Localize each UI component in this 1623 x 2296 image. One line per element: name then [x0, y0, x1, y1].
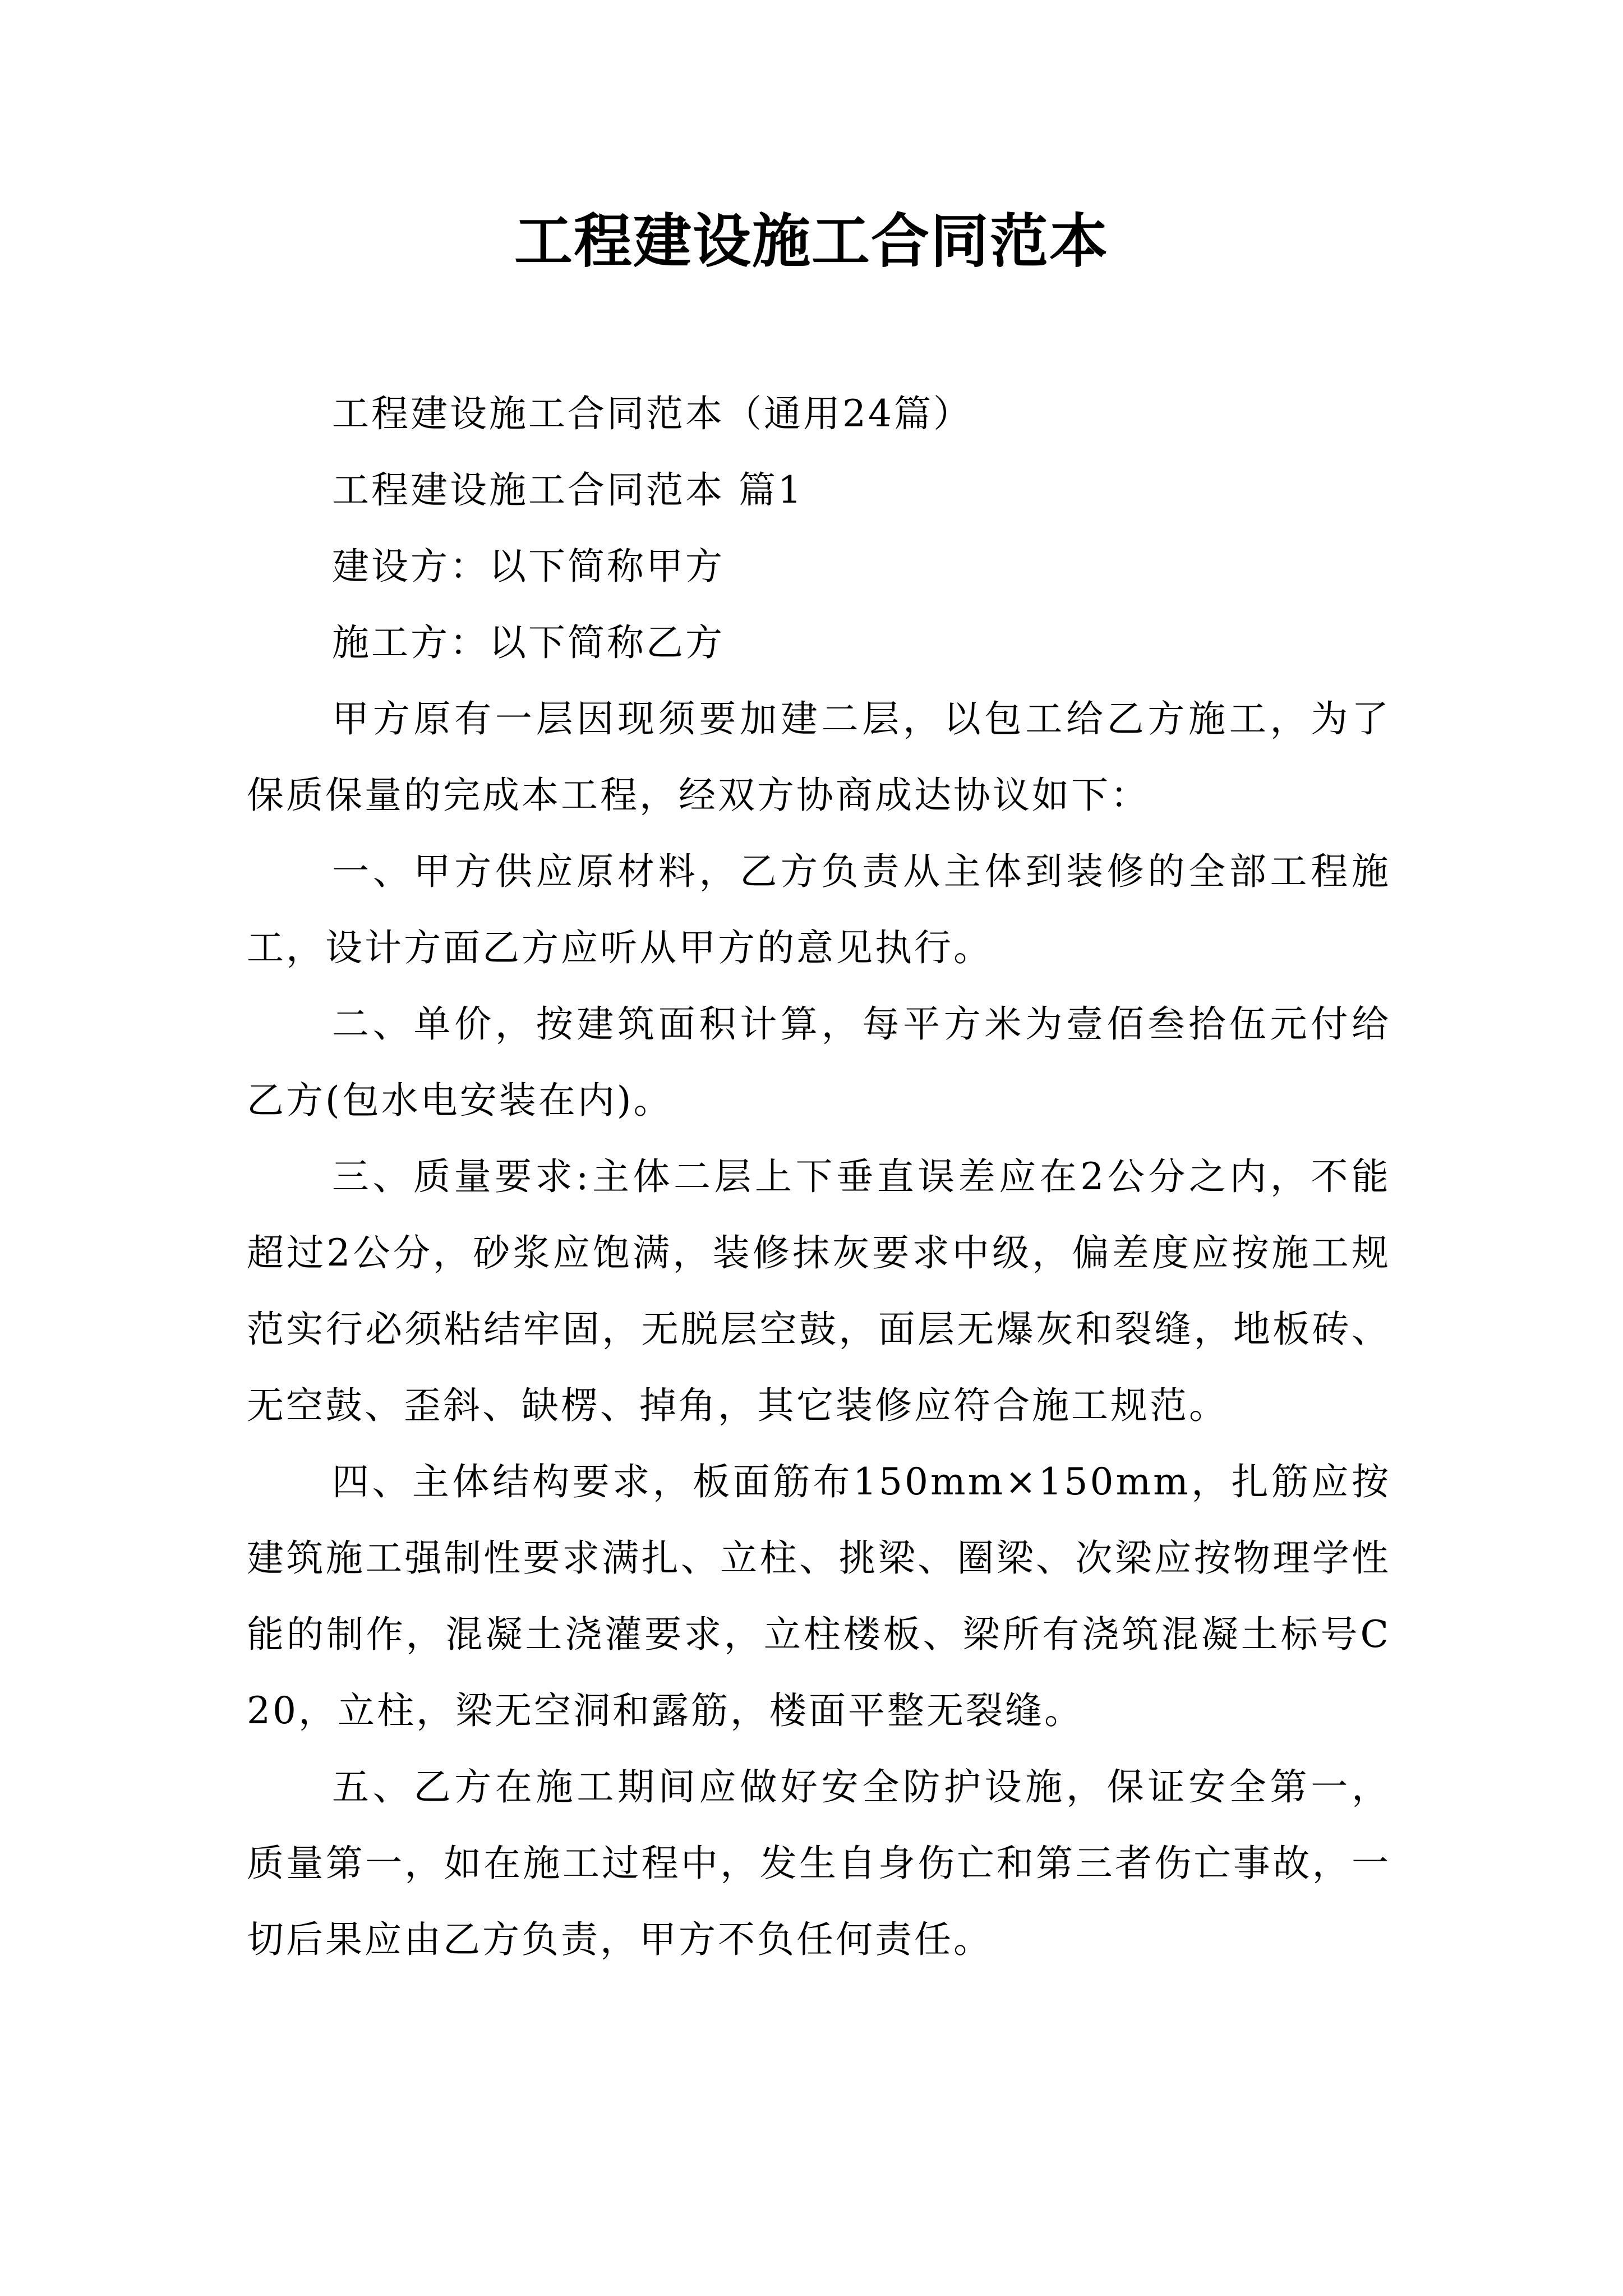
paragraph-party-b: 施工方：以下简称乙方 — [332, 621, 725, 664]
paragraph-preamble: 甲方原有一层因现须要加建二层，以包工给乙方施工，为了保质保量的完成本工程，经双方协商成达协议如下： — [247, 697, 1391, 817]
paragraph-party-a: 建设方：以下简称甲方 — [332, 545, 725, 588]
document-body — [247, 376, 1391, 1978]
paragraph-section-heading: 工程建设施工合同范本 篇1 — [332, 468, 804, 512]
paragraph-clause-4: 四、主体结构要求，板面筋布150mm×150mm，扎筋应按建筑施工强制性要求满扎、立柱、挑梁、圈梁、次梁应按物理学性能的制作，混凝土浇灌要求，立柱楼板、梁所有浇筑混凝土标号C20，立柱，梁无空洞和露筋，楼面平整无裂缝。 — [247, 1460, 1391, 1732]
paragraph-clause-2: 二、单价，按建筑面积计算，每平方米为壹佰叁拾伍元付给乙方(包水电安装在内)。 — [247, 1002, 1391, 1122]
paragraph-clause-5: 五、乙方在施工期间应做好安全防护设施，保证安全第一，质量第一，如在施工过程中，发生自身伤亡和第三者伤亡事故，一切后果应由乙方负责，甲方不负任何责任。 — [247, 1765, 1391, 1961]
paragraph-clause-1: 一、甲方供应原材料，乙方负责从主体到装修的全部工程施工，设计方面乙方应听从甲方的意见执行。 — [247, 850, 1391, 969]
paragraph-clause-3: 三、质量要求:主体二层上下垂直误差应在2公分之内，不能超过2公分，砂浆应饱满，装修抹灰要求中级，偏差度应按施工规范实行必须粘结牢固，无脱层空鼓，面层无爆灰和裂缝，地板砖、无空鼓、歪斜、缺楞、掉角，其它装修应符合施工规范。 — [247, 1155, 1391, 1427]
paragraph-subtitle: 工程建设施工合同范本（通用24篇） — [332, 392, 972, 435]
document-title: 工程建设施工合同范本 — [514, 206, 1109, 275]
